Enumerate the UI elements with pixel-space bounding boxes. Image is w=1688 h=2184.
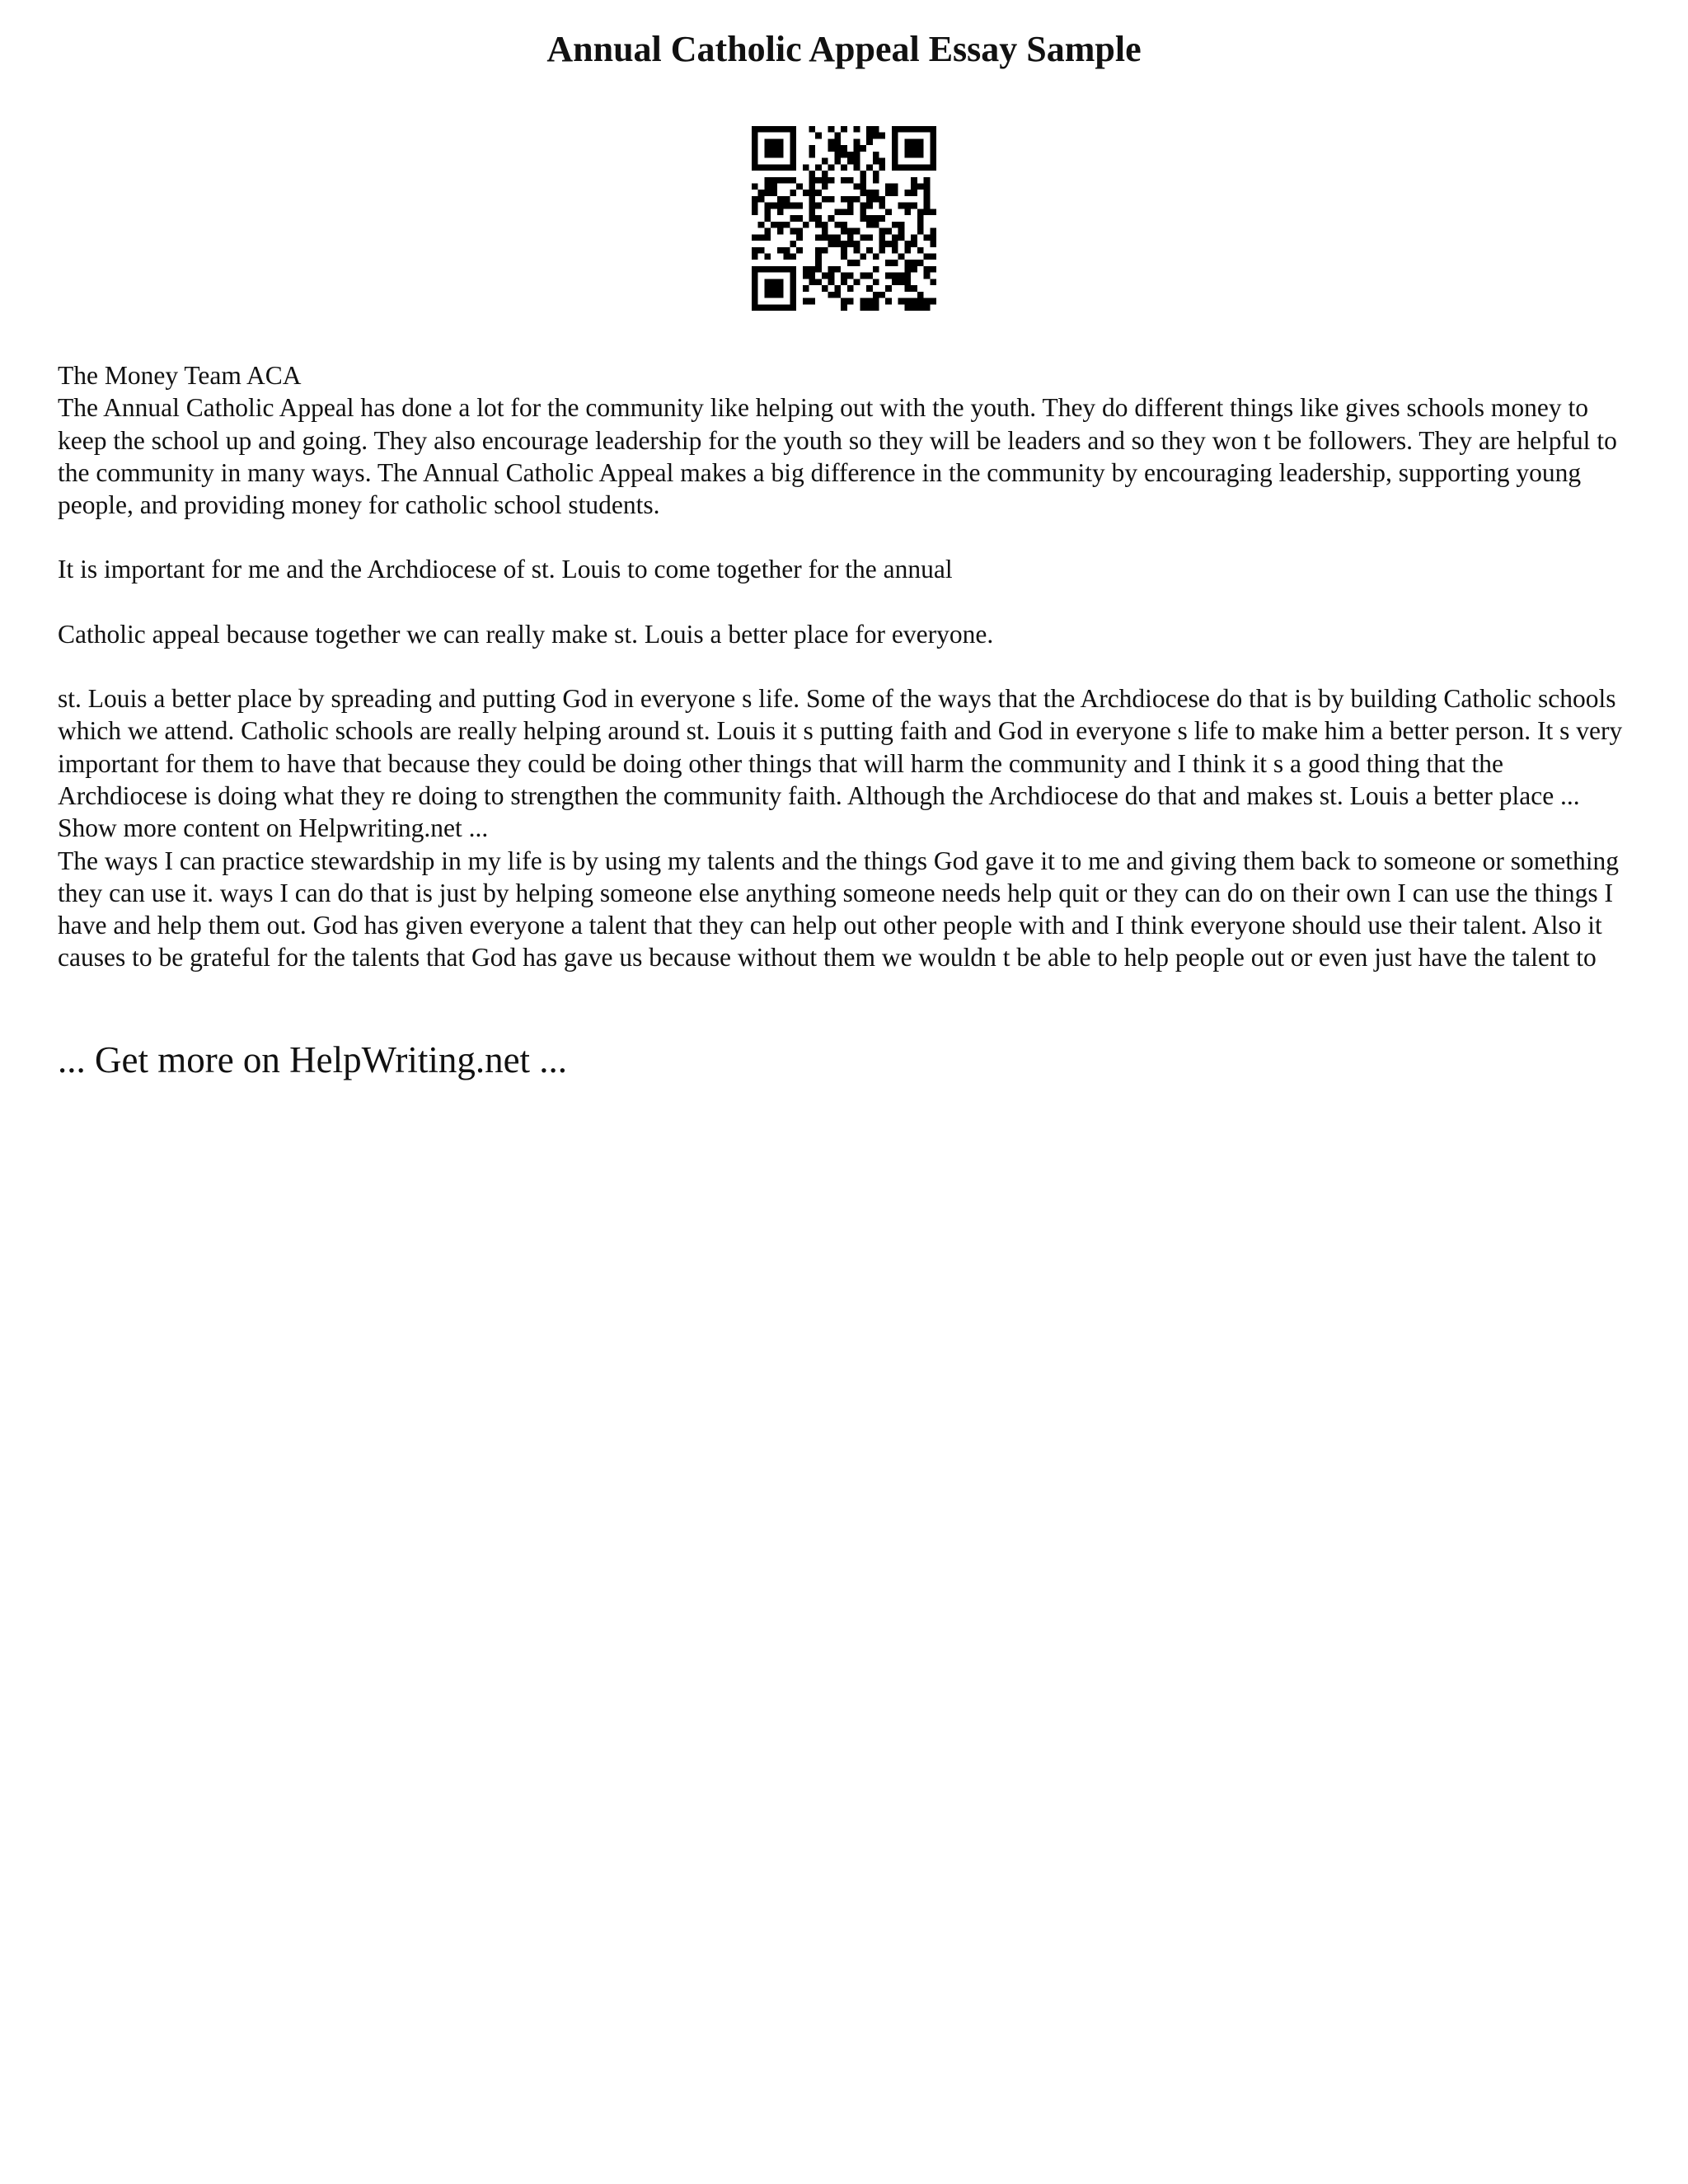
essay-paragraph: The ways I can practice stewardship in my life is by using my talents and the things God gave it to me and giving them back to someone or something they can use it. ways I can do that is just by helping someone else anything someone needs help quit or they can do on their own I can use the things I have and help them out. God has given everyone a talent that they can help out other people with and I think everyone should use their talent. Also it causes to be grateful for the talents that God has gave us because without them we wouldn t be able to help people out or even just have the talent to xyxy=(58,846,1619,972)
page-title: Annual Catholic Appeal Essay Sample xyxy=(546,29,1142,69)
essay-paragraph: Catholic appeal because together we can really make st. Louis a better place for everyone. xyxy=(58,619,994,649)
essay-paragraph: st. Louis a better place by spreading and putting God in everyone s life. Some of the ways that the Archdiocese do that is by building Catholic schools which we attend. Catholic schools are really helping around st. Louis it s putting faith and God in everyone s life to make him a better person. It s very important for them to have that because they could be doing other things that will harm the community and I think it s a good thing that the Archdiocese is doing what they re doing to strengthen the community faith. Although the Archdiocese do that and makes st. Louis a better place ... Show more content on Helpwriting.net ... xyxy=(58,684,1623,843)
get-more-link[interactable]: ... Get more on HelpWriting.net ... xyxy=(58,1039,568,1080)
qr-code xyxy=(752,126,936,311)
essay-heading-line: The Money Team ACA xyxy=(58,361,302,390)
essay-body xyxy=(58,359,1632,974)
qr-code-image xyxy=(752,126,936,311)
essay-paragraph: The Annual Catholic Appeal has done a lot for the community like helping out with the youth. They do different things like gives schools money to keep the school up and going. They also encourage leadership for the youth so they will be leaders and so they won t be followers. They are helpful to the community in many ways. The Annual Catholic Appeal makes a big difference in the community by encouraging leadership, supporting young people, and providing money for catholic school students. xyxy=(58,393,1617,520)
essay-paragraph: It is important for me and the Archdiocese of st. Louis to come together for the annual xyxy=(58,555,953,584)
